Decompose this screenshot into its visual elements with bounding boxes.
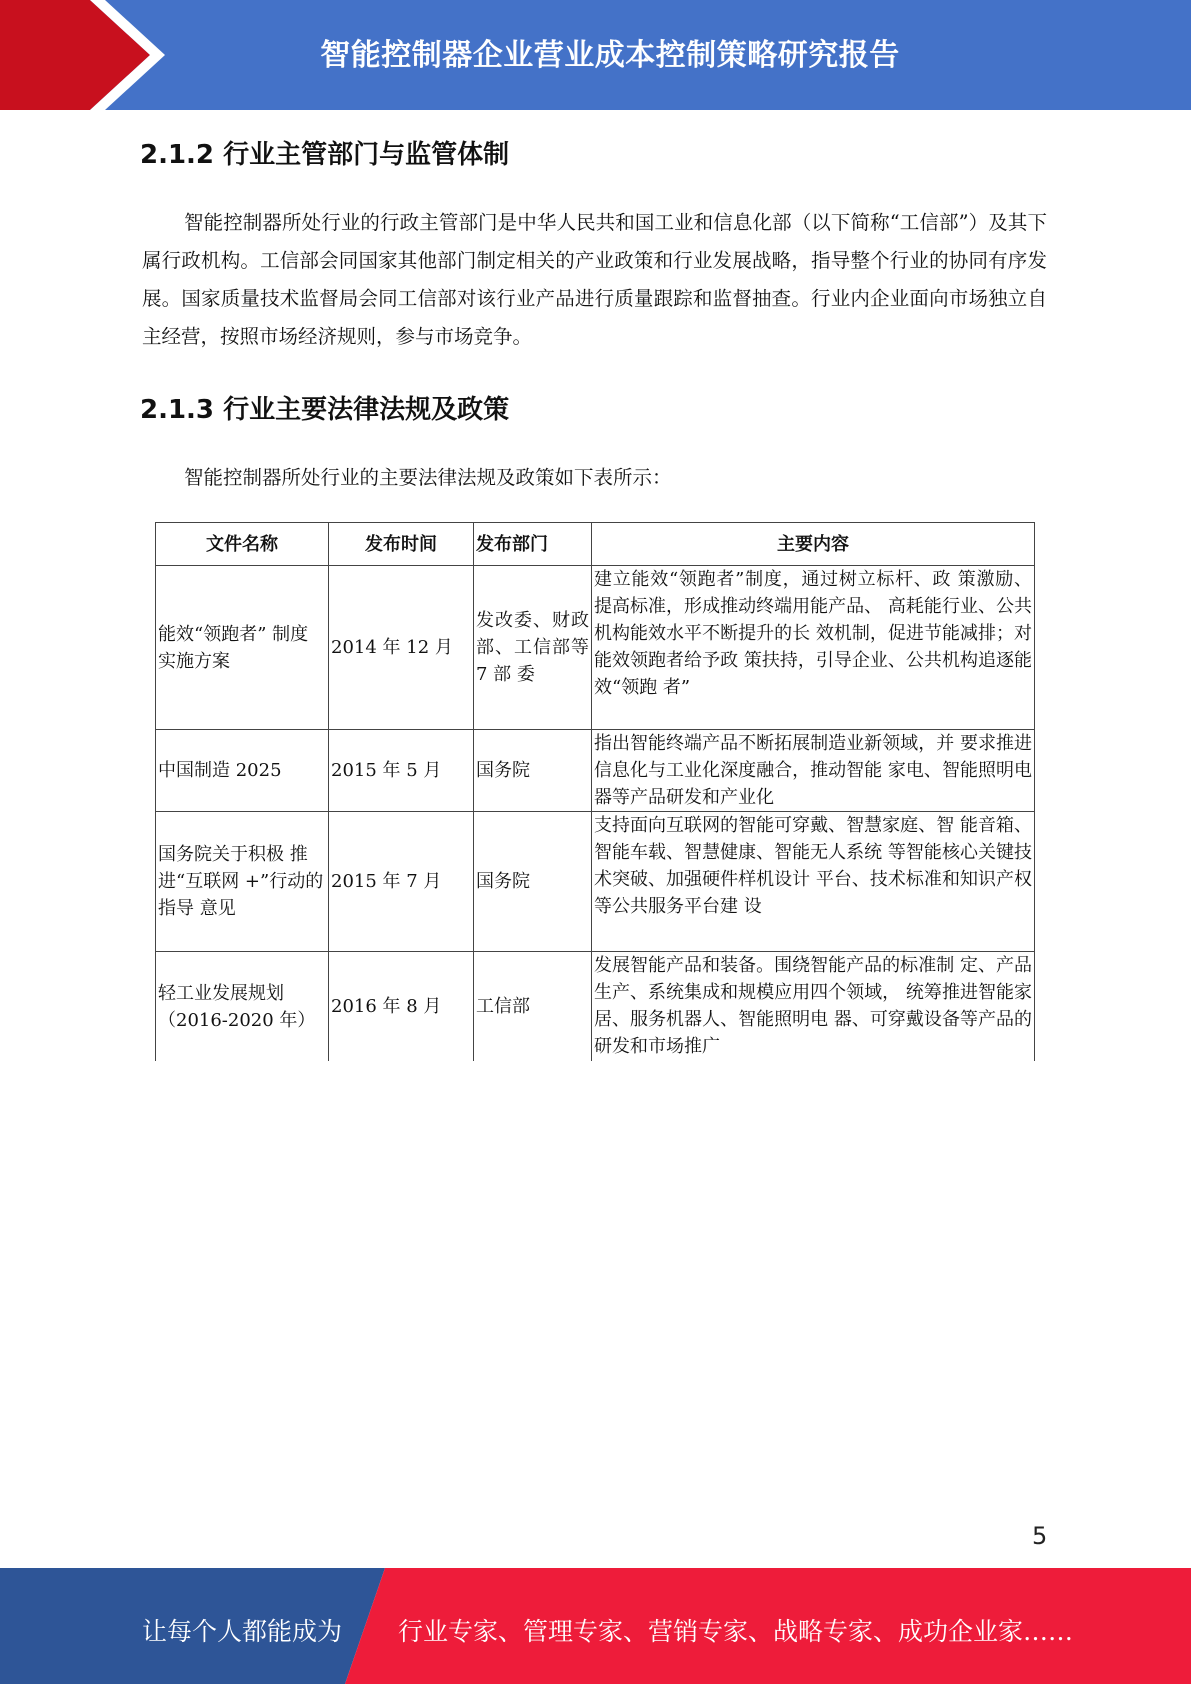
cell-release-date: 2016 年 8 月 xyxy=(328,951,473,1061)
table-row xyxy=(155,729,1035,811)
table-intro-text: 智能控制器所处行业的主要法律法规及政策如下表所示： xyxy=(184,466,672,489)
header-main-content: 主要内容 xyxy=(591,522,1035,565)
cell-department: 国务院 xyxy=(473,729,591,811)
cell-release-date: 2015 年 7 月 xyxy=(328,811,473,951)
cell-main-content: 建立能效“领跑者”制度，通过树立标杆、政 策激励、提高标准，形成推动终端用能产品、 高耗能行业、公共机构能效水平不断提升的长 效机制，促进节能减排；对能效领跑者给予政 策扶持，引导企业、公共机构追逐能效“领跑 者” xyxy=(591,565,1035,729)
cell-doc-name: 中国制造 2025 xyxy=(155,729,328,811)
cell-release-date: 2014 年 12 月 xyxy=(328,565,473,729)
cell-department: 工信部 xyxy=(473,951,591,1061)
table-row xyxy=(155,565,1035,729)
cell-main-content: 指出智能终端产品不断拓展制造业新领域，并 要求推进信息化与工业化深度融合，推动智能 家电、智能照明电器等产品研发和产业化 xyxy=(591,729,1035,811)
header-department: 发布部门 xyxy=(473,522,591,565)
cell-release-date: 2015 年 5 月 xyxy=(328,729,473,811)
cell-doc-name: 能效“领跑者” 制度实施方案 xyxy=(155,565,328,729)
table-header-row xyxy=(155,522,1035,565)
page-number: 5 xyxy=(1032,1522,1048,1550)
table-row xyxy=(155,951,1035,1061)
cell-department: 国务院 xyxy=(473,811,591,951)
report-title: 智能控制器企业营业成本控制策略研究报告 xyxy=(320,38,900,73)
cell-doc-name: 轻工业发展规划（2016-2020 年） xyxy=(155,951,328,1061)
header-doc-name: 文件名称 xyxy=(155,522,328,565)
footer-banner xyxy=(0,1568,1191,1684)
cell-doc-name: 国务院关于积极 推进“互联网 +”行动的指导 意见 xyxy=(155,811,328,951)
table-row xyxy=(155,811,1035,951)
footer-slogan-right: 行业专家、管理专家、营销专家、战略专家、成功企业家…… xyxy=(398,1617,1074,1646)
section-heading-2-1-3: 2.1.3 行业主要法律法规及政策 xyxy=(140,395,510,425)
policy-table xyxy=(155,522,1035,1061)
report-header-banner xyxy=(0,0,1191,110)
cell-main-content: 支持面向互联网的智能可穿戴、智慧家庭、智 能音箱、智能车载、智慧健康、智能无人系统 等智能核心关键技术突破、加强硬件样机设计 平台、技术标准和知识产权等公共服务平台建 设 xyxy=(591,811,1035,951)
footer-slogan-left: 让每个人都能成为 xyxy=(142,1617,343,1646)
cell-main-content: 发展智能产品和装备。围绕智能产品的标准制 定、产品生产、系统集成和规模应用四个领域， 统筹推进智能家居、服务机器人、智能照明电 器、可穿戴设备等产品的研发和市场推广 xyxy=(591,951,1035,1061)
header-release-date: 发布时间 xyxy=(328,522,473,565)
section-heading-2-1-2: 2.1.2 行业主管部门与监管体制 xyxy=(140,140,510,170)
section-paragraph-regulation: 智能控制器所处行业的行政主管部门是中华人民共和国工业和信息化部（以下简称“工信部”）及其下属行政机构。工信部会同国家其他部门制定相关的产业政策和行业发展战略，指导整个行业的协同有序发展。国家质量技术监督局会同工信部对该行业产品进行质量跟踪和监督抽查。行业内企业面向市场独立自主经营，按照市场经济规则，参与市场竞争。 xyxy=(142,211,1047,348)
cell-department: 发改委、财政部、工信部等 7 部 委 xyxy=(473,565,591,729)
